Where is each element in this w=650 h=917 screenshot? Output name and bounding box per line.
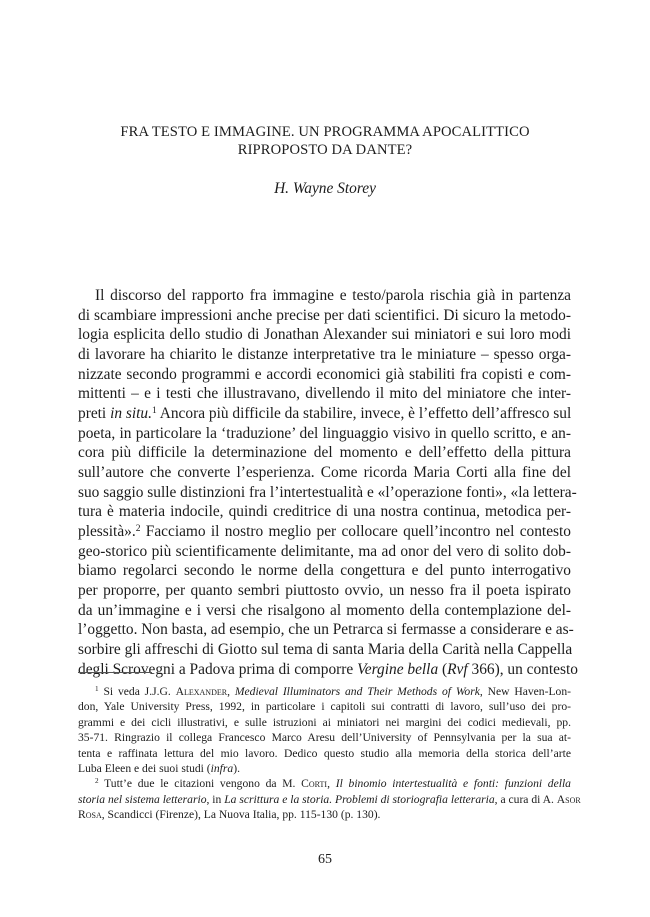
italic-title: Medieval Illuminators and Their Methods of Work [234,685,480,698]
footnote-line: tenta e raffinata lettura del mio lavoro. Dedico questo studio alla memoria della storica dell’arte [78,746,571,760]
footnote-text: , [227,685,235,698]
body-line: da un’immagine e i versi che risalgono al momento della contemplazione del- [78,601,571,619]
footnote-line: grammi e dei cicli illustrativi, e sulle istruzioni ai miniatori nei margini dei codici medievali, pp. [78,715,571,729]
body-line: logia esplicita dello studio di Jonathan Alexander sui miniatori e sui loro modi [78,326,571,344]
body-line: tura è materia indocile, quindi creditrice di una nostra continua, metodica per- [78,503,571,521]
article-title [60,124,590,159]
body-line: nizzate secondo programmi e accordi economici già stabiliti fra copisti e com- [78,365,571,383]
footnote-text: , a cura di A. [494,792,557,806]
body-line: biamo regolarci secondo le norme della congettura e del punto interrogativo [78,562,571,580]
body-text-run: Ancora più difficile da stabilire, invece, è l’effetto dell’affresco sul [156,405,572,423]
italic-title: Vergine bella [357,660,439,678]
body-text-run: ( [438,660,448,678]
page-number: 65 [318,852,332,867]
title-line-2: RIPROPOSTO DA DANTE? [237,141,413,158]
body-text-run: preti [78,405,111,423]
author-small-caps: Alexander [175,685,228,698]
body-line: mittenti – e i testi che illustravano, divellendo il mito del miniatore che inter- [78,385,571,403]
body-paragraph [78,286,578,679]
footnote-line [78,807,571,822]
author-small-caps: Rosa [78,808,102,822]
italic-title: storia nel sistema letterario [78,792,207,806]
italic-title: Il binomio intertestualità e fonti: funzioni della [335,777,571,791]
title-line-1: FRA TESTO E IMMAGINE. UN PROGRAMMA APOCALITTICO [120,124,530,140]
body-line [78,404,571,424]
footnotes [78,684,581,823]
author-small-caps: Corti [301,777,328,791]
body-line: di lavorare ha chiarito le distanze interpretative tra le miniature – spesso orga- [78,346,571,364]
footnote-line: 35-71. Ringrazio il collega Francesco Marco Aresu dell’University of Pennsylvania per la sua at- [78,731,571,745]
body-line [78,660,578,680]
footnote-text: , in [206,792,225,806]
footnote-separator [78,672,152,673]
author-name: H. Wayne Storey [274,180,376,197]
body-line: geo-storico più scientificamente delimitante, ma ad onor del vero di solito dob- [78,542,571,560]
footnote-text: , [327,777,336,791]
body-line: l’oggetto. Non basta, ad esempio, che un Petrarca si fermasse a considerare e as- [78,621,574,639]
body-text-run: 366), un contesto [467,660,578,678]
footnote-text: Luba Eleen e dei suoi studi ( [78,761,211,775]
footnote-line [78,761,571,776]
body-line: Il discorso del rapporto fra immagine e testo/parola rischia già in partenza [95,287,571,304]
footnote-number: 2 [95,777,99,786]
footnote-text: Tutt’e due le citazioni vengono da M. [104,777,302,791]
body-line: poeta, in particolare la ‘traduzione’ del linguaggio visivo in quello scritto, e an- [78,424,571,442]
italic-term: in situ. [110,405,152,423]
body-line: suo saggio sulle distinzioni fra l’intertestualità e «l’operazione fonti», «la lettera- [78,483,577,501]
italic-abbrev: Rvf [447,660,468,678]
italic-term: infra [210,761,234,775]
body-line: cora più difficile la determinazione del momento e dell’effetto della pittura [78,444,571,462]
footnote-text: Si veda J.J.G. [103,685,176,698]
body-text-run: plessità». [78,523,136,541]
body-line: sorbire gli affreschi di Giotto sul tema di santa Maria della Carità nella Cappella [78,641,573,659]
footnote-ref-1: 1 [151,404,157,416]
body-line: sull’autore che converte l’esperienza. Come ricorda Maria Corti alla fine del [78,464,571,482]
footnote-number: 1 [95,685,99,694]
body-line: per proporre, per quanto sembri piuttosto ovvio, un nesso fra il poeta ispirato [78,582,571,600]
footnote-line [78,684,571,699]
body-text-run: degli Scrovegni a Padova prima di comporre [78,660,358,678]
footnote-line: don, Yale University Press, 1992, in particolare i capitoli sui contratti di lavoro, sull’uso dei pro- [78,700,571,714]
body-text-run: Facciamo il nostro meglio per collocare quell’incontro nel contesto [140,523,571,541]
footnote-ref-2: 2 [135,522,141,534]
footnote-text: ). [233,761,240,775]
footnote-text: , Scandicci (Firenze), La Nuova Italia, pp. 115-130 (p. 130). [101,808,381,822]
body-line [78,522,571,542]
footnote-line [78,792,581,807]
author-small-caps: Asor [556,792,581,806]
body-line: di scambiare impressioni anche precise per dati scientifici. Di sicuro la metodo- [78,306,571,324]
footnote-line [78,776,571,791]
italic-title: La scrittura e la storia. Problemi di storiografia letteraria [224,792,495,806]
footnote-text: , New Haven-Lon- [479,685,572,698]
